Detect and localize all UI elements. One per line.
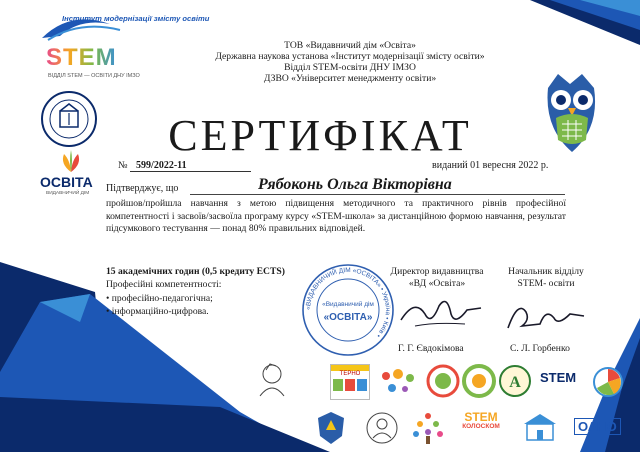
director-title-line-2: «ВД «Освіта» (408, 277, 466, 289)
competence-item: • інформаційно-цифрова. (106, 306, 209, 317)
certificate-body-text: пройшов/пройшла навчання з метою підвищення методичного та практичного рівнів професійної компетентності і засвоїв/засвоїла програму курсу «STEM-школа» за дистанційною формою навчання, результат підсумкового тестування — понад 80% правильних відповідей. (106, 198, 566, 234)
name-underline (190, 194, 565, 195)
head-name: С. Л. Горбенко (510, 343, 570, 354)
number-prefix: № (118, 160, 128, 171)
header-line-3: Відділ STEM-освіти ДНУ ІМЗО (284, 62, 416, 73)
confirm-label: Підтверджує, що (106, 183, 179, 194)
stem-koloskom-text-2: КОЛОСКОМ (462, 423, 500, 430)
number-value: 599/2022-11 (130, 160, 251, 172)
corner-decoration-top-right (520, 0, 640, 60)
academic-hours: 15 академічних годин (0,5 кредиту ЕСТS) (106, 266, 285, 277)
osvita-logo-text: ОСВІТА (40, 174, 93, 190)
competence-item: • професійно-педагогічна; (106, 292, 213, 304)
stem-logo (46, 44, 117, 72)
competences-title: Професійні компетентності: (106, 279, 222, 290)
stem-logo-subtitle: ВІДДІЛ STEM — ОСВІТИ ДНУ ІМЗО (48, 73, 140, 79)
round-emblem-logo (426, 364, 460, 398)
profile-sketch-logo (252, 360, 290, 400)
svg-text:A: A (509, 374, 521, 391)
header-line-2: Державна наукова установа «Інститут модернізації змісту освіти» (215, 51, 485, 62)
stem-koloskom-logo (456, 412, 506, 432)
stamp-center-line-1: «Видавничий дім (322, 301, 374, 308)
head-title-line-2: STEM- освіти (517, 277, 575, 289)
shield-logo (316, 410, 346, 446)
colored-dots-logo (378, 366, 418, 396)
certificate-title: СЕРТИФІКАТ (168, 111, 472, 160)
certificate-number (118, 160, 251, 172)
letter-a-logo (498, 364, 532, 398)
header-line-1: ТОВ «Видавничий дім «Освіта» (284, 40, 416, 51)
stem-small-logo: STEM (540, 370, 577, 385)
osvita-logo-subtitle: ВИДАВНИЧИЙ ДІМ (46, 191, 90, 196)
colorful-wheel-logo (592, 366, 624, 398)
head-title (496, 266, 596, 289)
terno-logo-text: ТЕРНО (339, 371, 361, 377)
imzo-logo-text: Інститут модернізації змісту освіти (62, 14, 210, 23)
stamp-ring-text: «ВИДАВНИЧИЙ ДІМ «ОСВІТА» • Україна • Київ • (304, 266, 392, 339)
portrait-logo (366, 410, 398, 446)
director-signature (395, 292, 485, 336)
oano-logo: ОАНО (574, 418, 621, 435)
stem-logo-text: STEM (46, 44, 117, 71)
head-title-line-1: Начальник відділу (508, 266, 584, 277)
competences-block (106, 278, 221, 319)
director-title (382, 266, 492, 289)
terno-logo (330, 364, 370, 400)
director-name: Г. Г. Євдокімова (398, 343, 464, 354)
stem-koloskom-text-1: STEM (464, 410, 498, 424)
recipient-name: Рябоконь Ольга Вікторівна (258, 176, 452, 193)
issue-date: виданий 01 вересня 2022 р. (432, 160, 549, 171)
head-signature (500, 294, 590, 336)
director-title-line-1: Директор видавництва (390, 266, 484, 277)
header-line-4: ДЗВО «Університет менеджменту освіти» (263, 73, 437, 84)
header-organizations (170, 40, 530, 84)
stamp-center-line-2: «ОСВІТА» (323, 312, 373, 323)
tree-dots-logo (410, 410, 446, 446)
school-building-logo (522, 412, 558, 444)
green-ring-logo (462, 364, 496, 398)
